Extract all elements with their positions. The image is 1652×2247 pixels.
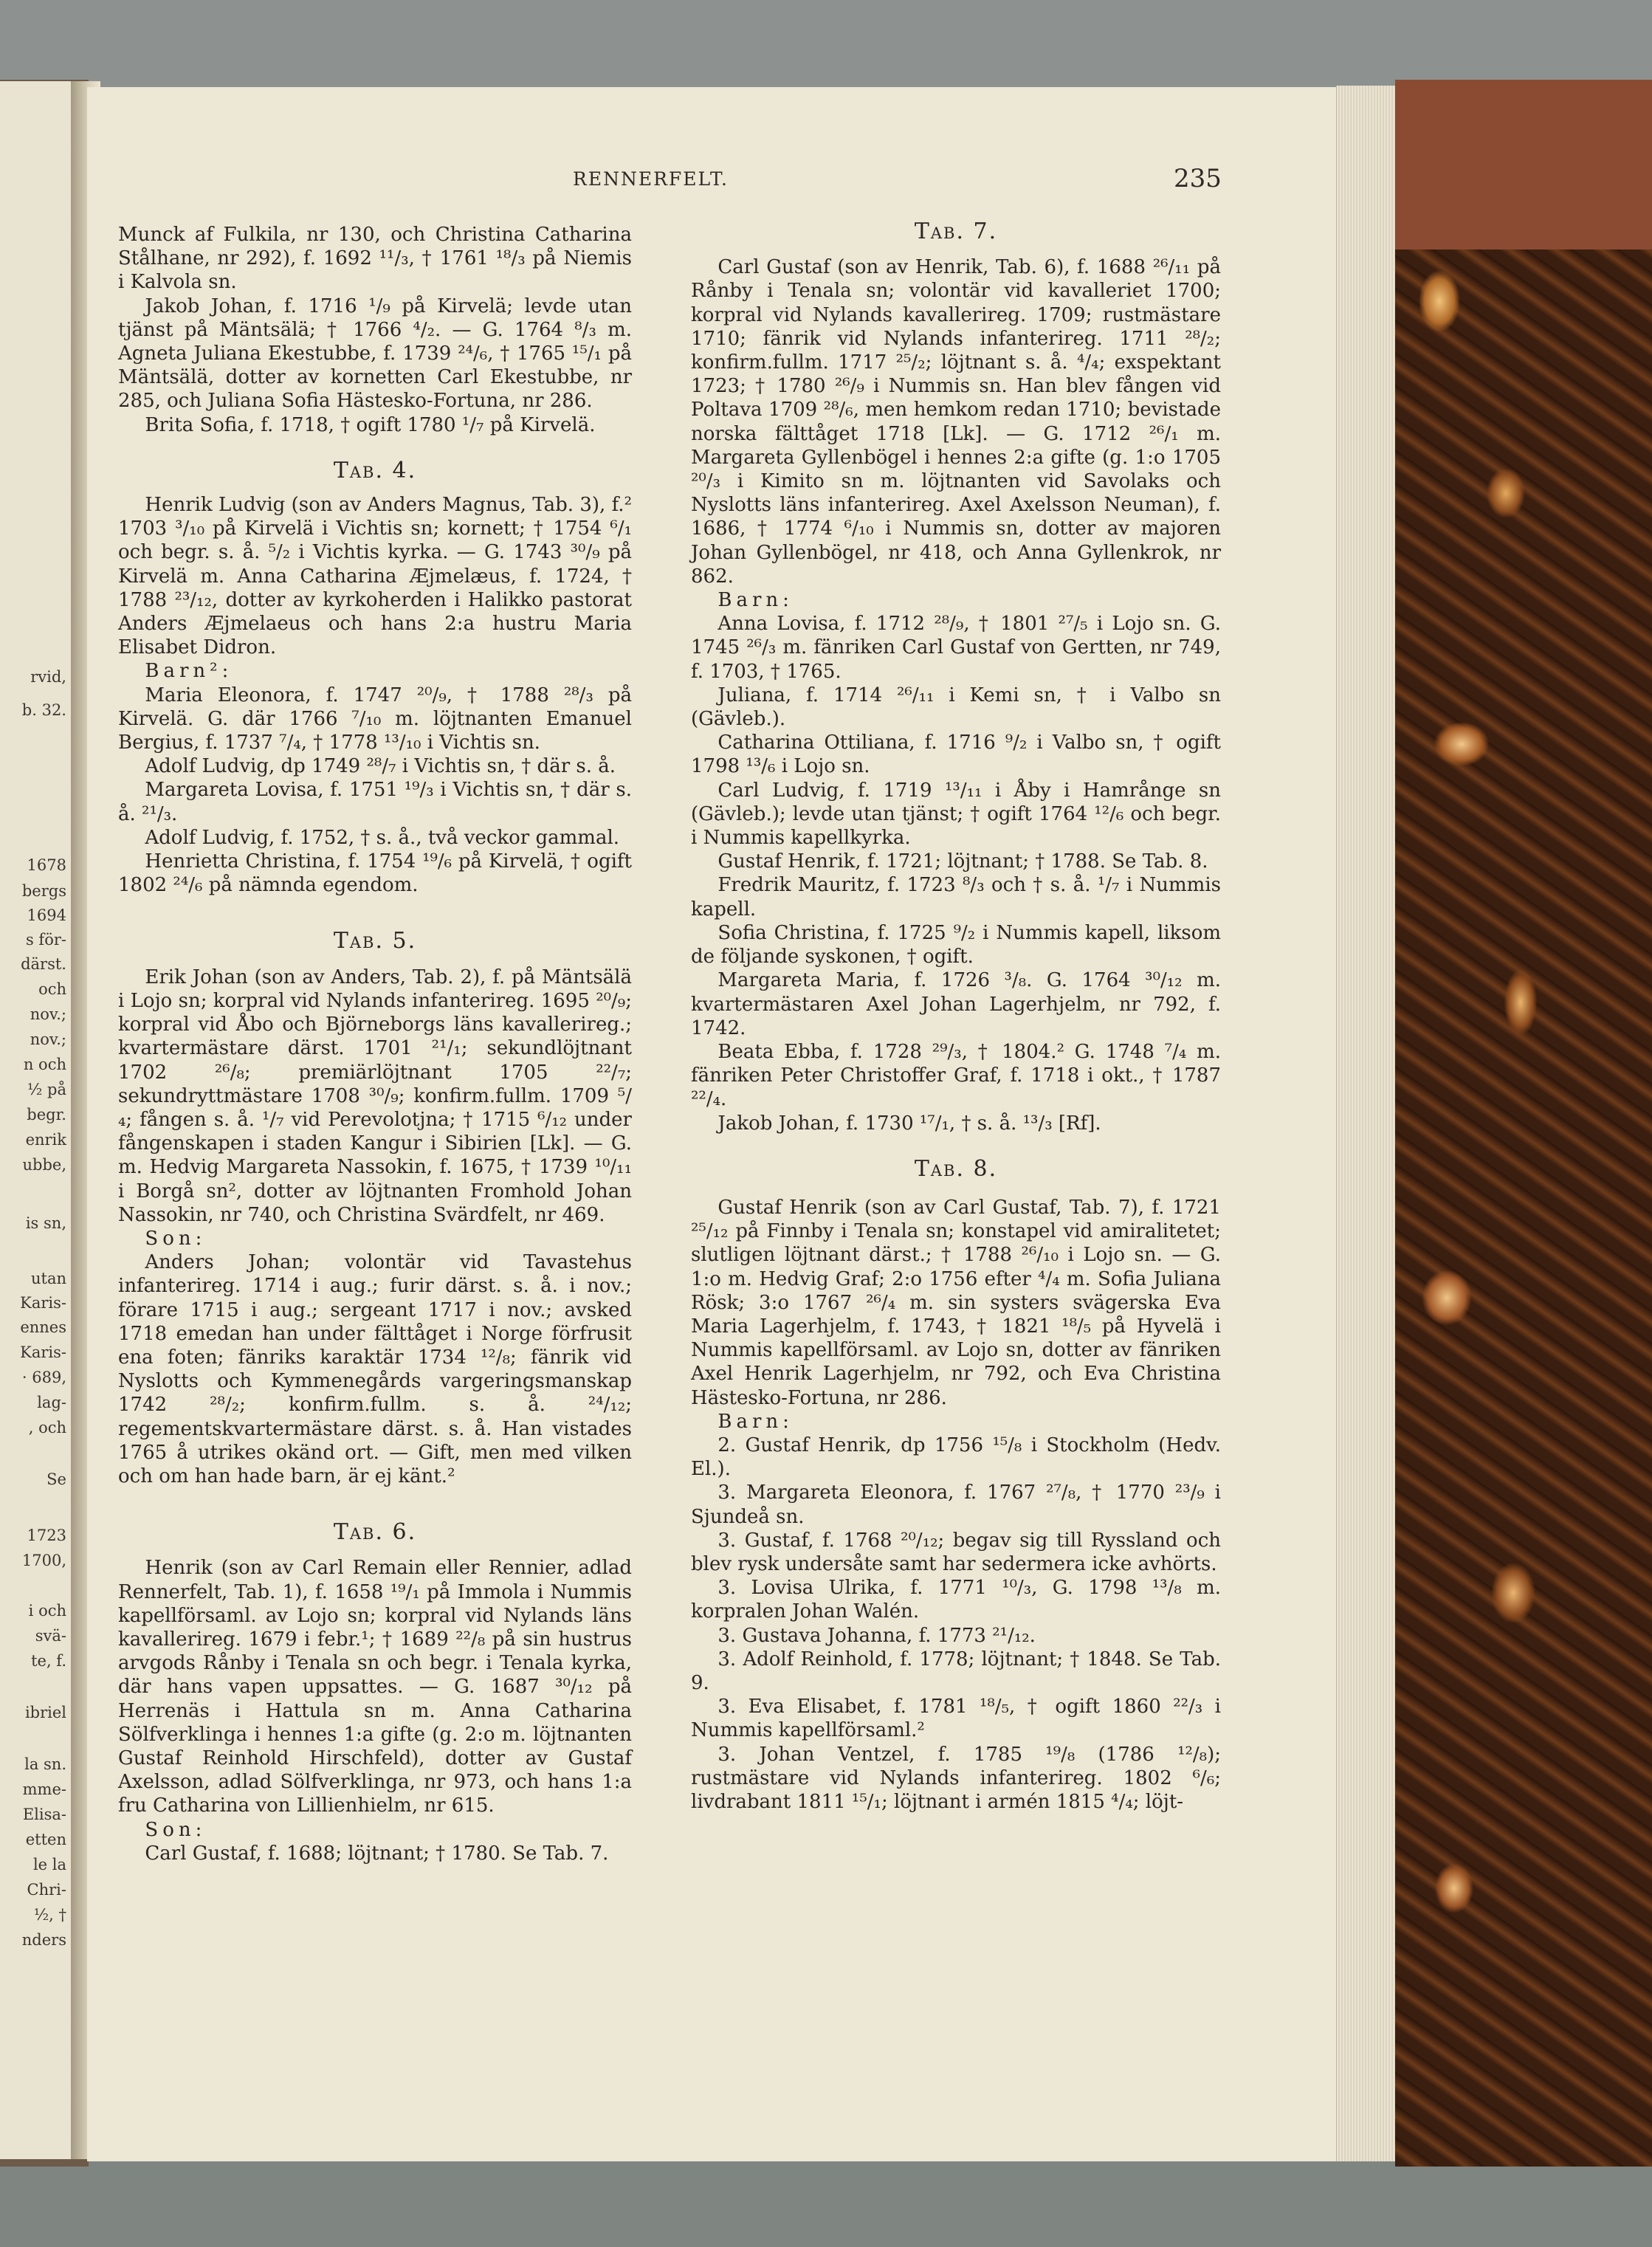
- margin-fragment: begr.: [27, 1106, 66, 1124]
- entry-paragraph: Beata Ebba, f. 1728 ²⁹/₃, † 1804.² G. 1748 ⁷/₄ m. fänriken Peter Christoffer Graf, f. 1718 i okt., † 1787 ²²/₄.: [691, 1040, 1221, 1111]
- margin-fragment: ibriel: [24, 1704, 66, 1721]
- entry-paragraph: Juliana, f. 1714 ²⁶/₁₁ i Kemi sn, † i Valbo sn (Gävleb.).: [691, 684, 1221, 731]
- entry-paragraph: Munck af Fulkila, nr 130, och Christina Catharina Stålhane, nr 292), f. 1692 ¹¹/₃, † 1761 ¹⁸/₃ på Niemis i Kalvola sn.: [118, 224, 632, 294]
- table-heading: Tab. 7.: [914, 218, 998, 244]
- entry-paragraph: Margareta Lovisa, f. 1751 ¹⁹/₃ i Vichtis sn, † där s. å. ²¹/₃.: [118, 779, 632, 825]
- right-column: [691, 218, 1221, 1814]
- background-top: [0, 0, 1652, 87]
- background-bottom: [0, 2167, 1652, 2247]
- margin-fragment: och: [38, 980, 66, 998]
- margin-fragment: te, f.: [31, 1652, 66, 1670]
- margin-fragment: nders: [21, 1931, 66, 1949]
- book-cover-marbled: [1395, 80, 1652, 2169]
- entry-paragraph: Sofia Christina, f. 1725 ⁹/₂ i Nummis kapell, liksom de följande syskonen, † ogift.: [691, 921, 1221, 968]
- margin-fragment: enrik: [25, 1131, 66, 1149]
- page-number: 235: [1174, 164, 1222, 193]
- margin-fragment: rvid,: [30, 668, 66, 686]
- running-head: RENNERFELT.: [573, 168, 729, 190]
- entry-paragraph: Jakob Johan, f. 1716 ¹/₉ på Kirvelä; levde utan tjänst på Mäntsälä; † 1766 ⁴/₂. — G. 1764 ⁸/₃ m. Agneta Juliana Ekestubbe, f. 1739 ²⁴/₆, † 1765 ¹⁵/₁ på Mäntsälä, dotter av kornetten Carl Ekestubbe, nr 285, och Juliana Sofia Hästesko-Fortuna, nr 286.: [118, 295, 632, 413]
- entry-paragraph: 2. Gustaf Henrik, dp 1756 ¹⁵/₈ i Stockholm (Hedv. El.).: [691, 1434, 1221, 1481]
- entry-paragraph: 3. Adolf Reinhold, f. 1778; löjtnant; † 1848. Se Tab. 9.: [691, 1648, 1221, 1694]
- entry-paragraph: 3. Margareta Eleonora, f. 1767 ²⁷/₈, † 1770 ²³/₉ i Sjundeå sn.: [691, 1482, 1221, 1528]
- margin-fragment: is sn,: [25, 1214, 66, 1232]
- margin-fragment: ½ på: [27, 1081, 66, 1098]
- margin-fragment: ½, †: [33, 1906, 66, 1924]
- margin-fragment: n och: [23, 1056, 66, 1073]
- entry-paragraph: Henrik (son av Carl Remain eller Rennier, adlad Rennerfelt, Tab. 1), f. 1658 ¹⁹/₁ på Immola i Nummis kapellförsaml. av Lojo sn; korpral vid Nylands läns kavallerireg. 1679 i febr.¹; † 1689 ²²/₈ på sin hustrus arvgods Rånby i Tenala sn och begr. i Tenala kyrka, där hans vapen uppsattes. — G. 1687 ³⁰/₁₂ på Herrenäs i Hattula sn m. Anna Catharina Sölfverklinga i hennes 1:a gifte (g. 2:o m. löjtnanten Gustaf Reinhold Hirschfeld), dotter av Gustaf Axelsson, adlad Sölfverklinga, nr 973, och hans 1:a fru Catharina von Lillienhielm, nr 615.: [118, 1557, 632, 1817]
- cover-band: [1395, 80, 1652, 250]
- margin-fragment: Chri-: [27, 1881, 66, 1899]
- entry-paragraph: Carl Ludvig, f. 1719 ¹³/₁₁ i Åby i Hamrånge sn (Gävleb.); levde utan tjänst; † ogift 1764 ¹²/₆ och begr. i Nummis kapellkyrka.: [691, 779, 1221, 850]
- margin-fragment: · 689,: [21, 1369, 66, 1386]
- left-column: [118, 223, 632, 1865]
- margin-fragment: Se: [47, 1470, 66, 1488]
- entry-paragraph: Anders Johan; volontär vid Tavastehus infanterireg. 1714 i aug.; furir därst. s. å. i nov.; förare 1715 i aug.; sergeant 1717 i nov.; avsked 1718 emedan han under fälttåget i Norge förfrusit ena foten; fänriks karaktär 1734 ¹²/₈; fänrik vid Nyslotts och Kymmenegårds vargeringsmanskap 1742 ²⁸/₂; konfirm.fullm. s. å. ²⁴/₁₂; regementskvartermästare därst. s. å. Han vistades 1765 å utrikes okänd ort. — Gift, men med vilken och om han hade barn, är ej känt.²: [118, 1251, 632, 1487]
- entry-paragraph: Jakob Johan, f. 1730 ¹⁷/₁, † s. å. ¹³/₃ [Rf].: [717, 1112, 1101, 1135]
- margin-fragment: la sn.: [24, 1755, 66, 1773]
- entry-paragraph: Henrietta Christina, f. 1754 ¹⁹/₆ på Kirvelä, † ogift 1802 ²⁴/₆ på nämnda egendom.: [118, 850, 632, 897]
- entry-paragraph: Fredrik Mauritz, f. 1723 ⁸/₃ och † s. å. ¹/₇ i Nummis kapell.: [691, 874, 1221, 921]
- margin-fragment: 1700,: [21, 1552, 66, 1569]
- entry-paragraph: Gustaf Henrik (son av Carl Gustaf, Tab. 7), f. 1721 ²⁵/₁₂ på Finnby i Tenala sn; konstapel vid amiralitetet; slutligen löjtnant därst.; † 1788 ²⁶/₁₀ i Lojo sn. — G. 1:o m. Hedvig Graf; 2:o 1756 efter ⁴/₄ m. Sofia Juliana Rösk; 3:o 1767 ²⁶/₄ m. sin systers svägerska Eva Maria Lagerhjelm, f. 1743, † 1821 ¹⁸/₅ på Hyvelä i Nummis kapellförsaml. av Lojo sn, dotter av fänriken Axel Henrik Lagerhjelm, nr 792, och Eva Christina Hästesko-Fortuna, nr 286.: [691, 1196, 1221, 1409]
- entry-paragraph: Anna Lovisa, f. 1712 ²⁸/₉, † 1801 ²⁷/₅ i Lojo sn. G. 1745 ²⁶/₃ m. fänriken Carl Gustaf von Gertten, nr 749, f. 1703, † 1765.: [691, 613, 1221, 683]
- margin-fragment: 1723: [27, 1527, 66, 1544]
- entry-paragraph: 3. Eva Elisabet, f. 1781 ¹⁸/₅, † ogift 1860 ²²/₃ i Nummis kapellförsaml.²: [691, 1696, 1221, 1742]
- previous-page-fragment: [0, 81, 72, 2159]
- margin-fragment: Elisa-: [22, 1806, 66, 1823]
- margin-fragment: b. 32.: [21, 701, 66, 719]
- margin-fragment: därst.: [21, 955, 66, 973]
- entry-paragraph: Catharina Ottiliana, f. 1716 ⁹/₂ i Valbo sn, † ogift 1798 ¹³/₆ i Lojo sn.: [691, 732, 1221, 778]
- margin-fragment: 1694: [27, 906, 66, 924]
- entry-paragraph: Carl Gustaf (son av Henrik, Tab. 6), f. 1688 ²⁶/₁₁ på Rånby i Tenala sn; volontär vid kavalleriet 1700; korpral vid Nylands kavallerireg. 1709; rustmästare 1710; fänrik vid Nylands infanterireg. 1711 ²⁸/₂; konfirm.fullm. 1717 ²⁵/₂; löjtnant s. å. ⁴/₄; exspektant 1723; † 1780 ²⁶/₉ i Nummis sn. Han blev fången vid Poltava 1709 ²⁸/₆, men hemkom redan 1710; bevistade norska fälttåget 1718 [Lk]. — G. 1712 ²⁶/₁ m. Margareta Gyllenbögel i hennes 2:a gifte (g. 1:o 1705 ²⁰/₃ i Kimito sn m. löjtnanten vid Savolaks och Nyslotts läns infanterireg. Axel Axelsson Neuman), f. 1686, † 1774 ⁶/₁₀ i Nummis sn, dotter av majoren Johan Gyllenbögel, nr 418, och Anna Gyllenkrok, nr 862.: [691, 256, 1221, 588]
- children-label: Barn²:: [145, 660, 233, 683]
- table-heading: Tab. 8.: [914, 1155, 998, 1182]
- children-label: Barn:: [717, 589, 794, 612]
- entry-paragraph: Erik Johan (son av Anders, Tab. 2), f. på Mäntsälä i Lojo sn; korpral vid Nylands infanterireg. 1695 ²⁰/₉; korpral vid Åbo och Björneborgs läns kavallerireg.; kvartermästare därst. 1701 ²¹/₁; sekundlöjtnant 1702 ²⁶/₈; premiärlöjtnant 1705 ²²/₇; sekundryttmästare 1708 ³⁰/₉; konfirm.fullm. 1709 ⁵/₄; fången s. å. ¹/₇ vid Perevolotjna; † 1715 ⁶/₁₂ under fångenskapen i staden Kangur i Sibirien [Lk]. — G. m. Hedvig Margareta Nassokin, f. 1675, † 1739 ¹⁰/₁₁ i Borgå sn², dotter av löjtnanten Fromhold Johan Nassokin, nr 740, och Christina Svärdfelt, nr 469.: [118, 966, 632, 1226]
- margin-fragment: nov.;: [30, 1005, 66, 1023]
- table-heading: Tab. 5.: [333, 928, 417, 954]
- margin-fragment: ennes: [20, 1318, 66, 1336]
- entry-paragraph: Carl Gustaf, f. 1688; löjtnant; † 1780. Se Tab. 7.: [145, 1842, 609, 1865]
- margin-fragment: mme-: [22, 1780, 66, 1798]
- margin-fragment: etten: [25, 1831, 66, 1848]
- margin-fragment: lag-: [37, 1394, 66, 1411]
- margin-fragment: bergs: [21, 882, 66, 900]
- margin-fragment: le la: [32, 1856, 66, 1873]
- margin-fragment: 1678: [27, 856, 66, 874]
- margin-fragment: svä-: [35, 1627, 66, 1645]
- margin-fragment: ubbe,: [22, 1156, 66, 1174]
- margin-fragment: utan: [30, 1270, 66, 1287]
- margin-fragment: s för-: [25, 931, 66, 949]
- margin-fragment: nov.;: [30, 1030, 66, 1048]
- entry-paragraph: Brita Sofia, f. 1718, † ogift 1780 ¹/₇ på Kirvelä.: [145, 413, 596, 436]
- entry-paragraph: 3. Gustava Johanna, f. 1773 ²¹/₁₂.: [717, 1624, 1036, 1647]
- entry-paragraph: 3. Gustaf, f. 1768 ²⁰/₁₂; begav sig till Ryssland och blev rysk undersåte samt har sedermera icke avhörts.: [691, 1529, 1221, 1575]
- children-label: Son:: [145, 1227, 207, 1250]
- entry-paragraph: Adolf Ludvig, dp 1749 ²⁸/₇ i Vichtis sn, † där s. å.: [145, 755, 616, 778]
- entry-paragraph: 3. Johan Ventzel, f. 1785 ¹⁹/₈ (1786 ¹²/₈); rustmästare vid Nylands infanterireg. 1802 ⁶/₆; livdrabant 1811 ¹⁵/₁; löjtnant i armén 1815 ⁴/₄; löjt-: [691, 1743, 1221, 1813]
- table-heading: Tab. 6.: [333, 1519, 417, 1546]
- margin-fragment: , och: [28, 1419, 66, 1436]
- entry-paragraph: 3. Lovisa Ulrika, f. 1771 ¹⁰/₃, G. 1798 ¹³/₈ m. korpralen Johan Walén.: [691, 1577, 1221, 1623]
- page-edges: [1336, 86, 1397, 2161]
- margin-fragment: i och: [28, 1602, 66, 1620]
- children-label: Son:: [145, 1818, 207, 1841]
- children-label: Barn:: [717, 1410, 794, 1433]
- entry-paragraph: Henrik Ludvig (son av Anders Magnus, Tab. 3), f.² 1703 ³/₁₀ på Kirvelä i Vichtis sn; kornett; † 1754 ⁶/₁ och begr. s. å. ⁵/₂ i Vichtis kyrka. — G. 1743 ³⁰/₉ på Kirvelä m. Anna Catharina Æjmelæus, f. 1724, † 1788 ²³/₁₂, dotter av kyrkoherden i Halikko pastorat Anders Æjmelaeus och hans 2:a hustru Maria Elisabet Didron.: [118, 494, 632, 659]
- margin-fragment: Karis-: [20, 1294, 66, 1312]
- entry-paragraph: Maria Eleonora, f. 1747 ²⁰/₉, † 1788 ²⁸/₃ på Kirvelä. G. där 1766 ⁷/₁₀ m. löjtnanten Emanuel Bergius, f. 1737 ⁷/₄, † 1778 ¹³/₁₀ i Vichtis sn.: [118, 684, 632, 754]
- entry-paragraph: Gustaf Henrik, f. 1721; löjtnant; † 1788. Se Tab. 8.: [717, 850, 1208, 873]
- margin-fragment: Karis-: [20, 1343, 66, 1361]
- table-heading: Tab. 4.: [333, 457, 417, 484]
- entry-paragraph: Adolf Ludvig, f. 1752, † s. å., två veckor gammal.: [145, 826, 620, 849]
- entry-paragraph: Margareta Maria, f. 1726 ³/₈. G. 1764 ³⁰/₁₂ m. kvartermästaren Axel Johan Lagerhjelm, nr 792, f. 1742.: [691, 969, 1221, 1039]
